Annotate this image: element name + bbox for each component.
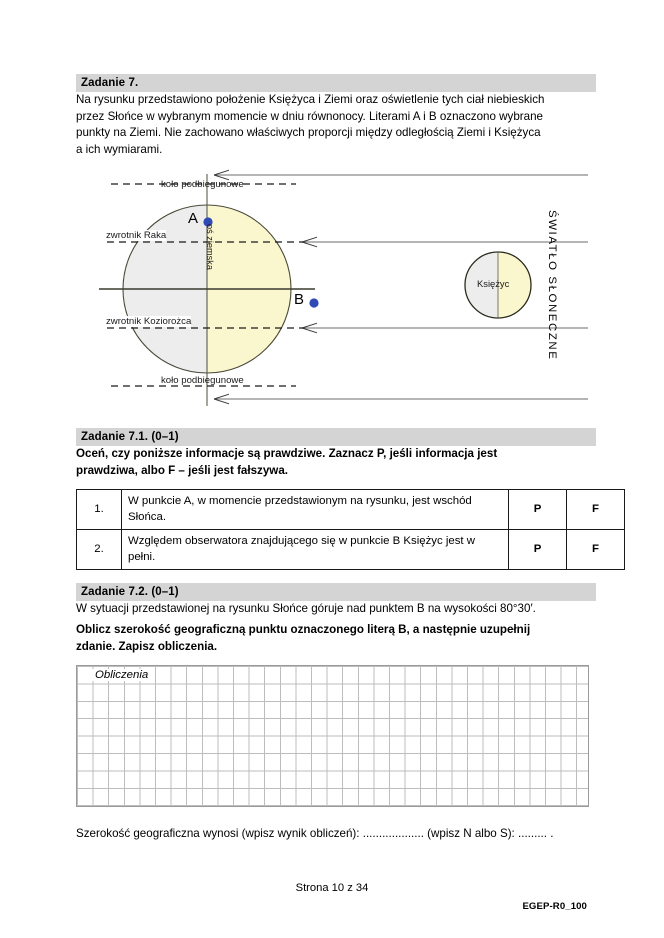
row-1-false-option[interactable]: F [567,490,625,530]
task-7-1-prompt-line-1: Oceń, czy poniższe informacje są prawdziwe. Zaznacz P, jeśli informacja jest [76,447,498,460]
task-7-2-heading [76,583,596,601]
task-7-1-heading [76,428,596,446]
label-arctic-circle-top: koło podbiegunowe [161,179,244,190]
task-7-heading [76,74,596,92]
task-7-intro-line-3: punkty na Ziemi. Nie zachowano właściwych proporcji między odległością Ziemi i Księżyca [76,126,541,140]
true-false-table [76,489,625,570]
task-7-1-heading-label: Zadanie 7.1. (0–1) [81,431,179,443]
task-7-1-prompt [76,446,588,479]
label-point-a: A [188,210,199,227]
task-7-1-prompt-line-2: prawdziwa, albo F – jeśli jest fałszywa. [76,463,288,477]
task-7-intro-line-1: Na rysunku przedstawiono położenie Księżyca i Ziemi oraz oświetlenie tych ciał niebieskich [76,93,545,106]
task-7-2-heading-label: Zadanie 7.2. (0–1) [81,586,179,598]
task-7-heading-label: Zadanie 7. [81,77,139,89]
earth-moon-figure [76,162,588,412]
task-7-intro-line-2: przez Słońce w wybranym momencie w dniu równonocy. Literami A i B oznaczono wybrane [76,109,543,123]
row-statement: W punkcie A, w momencie przedstawionym na rysunku, jest wschód Słońca. [122,490,509,530]
answer-sentence[interactable] [76,826,592,843]
task-7-intro-line-4: a ich wymiarami. [76,142,163,156]
task-7-1-table-wrapper [76,489,625,570]
task-7-2-instruction-line-1: Oblicz szerokość geograficzną punktu oznaczonego literą B, a następnie uzupełnij [76,623,531,636]
task-7-2-instruction-line-2: zdanie. Zapisz obliczenia. [76,639,218,653]
table-row [77,490,625,530]
task-7-2-intro-text: W sytuacji przedstawionej na rysunku Słońce góruje nad punktem B na wysokości 80°30′. [76,602,536,615]
calculation-grid[interactable] [76,665,589,807]
task-7-intro [76,92,592,158]
earth-moon-diagram-svg [76,162,588,412]
point-b-marker [309,298,318,307]
exam-code [0,901,587,912]
row-2-false-option[interactable]: F [567,530,625,570]
row-1-true-option[interactable]: P [509,490,567,530]
task-7-2-instruction [76,622,592,655]
row-number: 2. [77,530,122,570]
table-row [77,530,625,570]
label-earth-axis: oś ziemska [205,224,215,270]
label-tropic-of-capricorn: zwrotnik Koziorożca [106,316,192,327]
answer-sentence-text: Szerokość geograficzna wynosi (wpisz wynik obliczeń): ................... (wpisz N albo S): ......... . [76,827,554,840]
label-point-b: B [294,291,305,308]
row-statement: Względem obserwatora znajdującego się w punkcie B Księżyc jest w pełni. [122,530,509,570]
exam-code-label: EGEP-R0_100 [522,901,587,912]
label-tropic-of-cancer: zwrotnik Raka [106,230,167,241]
task-7-2-intro [76,601,592,618]
row-number: 1. [77,490,122,530]
page-number-label: Strona 10 z 34 [295,882,369,894]
label-sunlight: ŚWIATŁO SŁONECZNE [546,210,558,361]
page-footer [0,882,664,894]
label-moon: Księżyc [477,278,510,289]
row-2-true-option[interactable]: P [509,530,567,570]
calculation-grid-label: Obliczenia [92,669,151,681]
label-antarctic-circle-bottom: koło podbiegunowe [161,375,244,386]
